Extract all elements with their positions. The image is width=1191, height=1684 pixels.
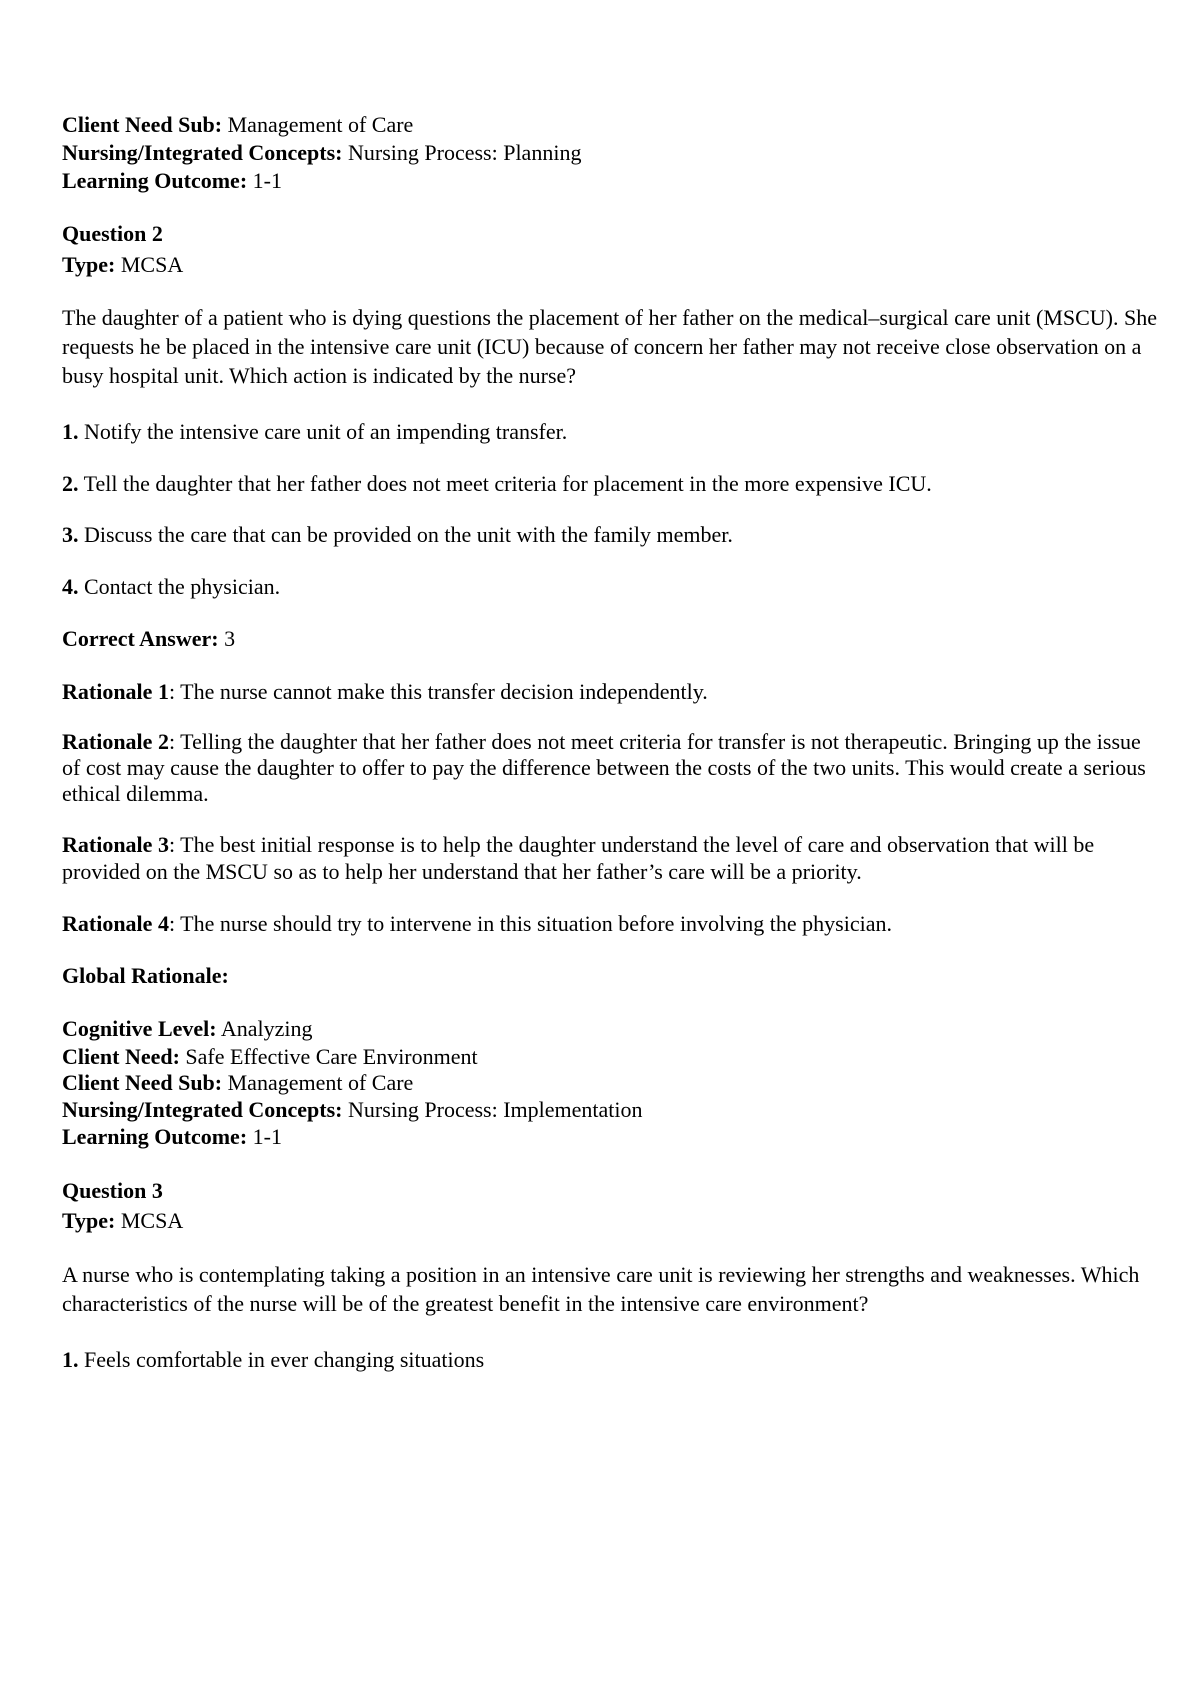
cognitive-level-line: Cognitive Level: Analyzing (62, 1016, 313, 1041)
question-heading: Question 2 (62, 221, 163, 246)
nursing-concepts-line: Nursing/Integrated Concepts: Nursing Process: Planning (62, 140, 582, 165)
client-need-sub-line: Client Need Sub: Management of Care (62, 112, 414, 137)
rationale-paragraph: Rationale 3: The best initial response is to help the daughter understand the level of care and observation that will be provided on the MSCU so as to help her understand that her father’s care will be a priority. (62, 832, 1095, 884)
question-type-line: Type: MCSA (62, 252, 184, 277)
client-need-line: Client Need: Safe Effective Care Environment (62, 1044, 478, 1069)
question-type-line: Type: MCSA (62, 1208, 184, 1233)
rationale-paragraph: Rationale 1: The nurse cannot make this transfer decision independently. (62, 679, 708, 704)
answer-option: 3. Discuss the care that can be provided on the unit with the family member. (62, 522, 733, 547)
rationale-paragraph: Rationale 4: The nurse should try to intervene in this situation before involving the physician. (62, 911, 892, 936)
answer-option: 2. Tell the daughter that her father does not meet criteria for placement in the more expensive ICU. (62, 471, 932, 496)
correct-answer-line: Correct Answer: 3 (62, 626, 236, 651)
rationale-paragraph: Rationale 2: Telling the daughter that her father does not meet criteria for transfer is not therapeutic. Bringing up the issue of cost may cause the daughter to offer to pay the difference between the costs of the two units. This would create a serious ethical dilemma. (62, 729, 1146, 806)
answer-option: 4. Contact the physician. (62, 574, 281, 599)
learning-outcome-line: Learning Outcome: 1-1 (62, 1124, 282, 1149)
client-need-sub-line: Client Need Sub: Management of Care (62, 1070, 414, 1095)
global-rationale-heading: Global Rationale: (62, 963, 229, 988)
learning-outcome-line: Learning Outcome: 1-1 (62, 168, 282, 193)
answer-option: 1. Notify the intensive care unit of an impending transfer. (62, 419, 568, 444)
question-stem: A nurse who is contemplating taking a position in an intensive care unit is reviewing her strengths and weaknesses. Which characteristics of the nurse will be of the greatest benefit in the intensive care environment? (62, 1262, 1140, 1316)
question-stem: The daughter of a patient who is dying questions the placement of her father on the medical–surgical care unit (MSCU). She requests he be placed in the intensive care unit (ICU) because of concern her father may not receive close observation on a busy hospital unit. Which action is indicated by the nurse? (62, 305, 1158, 388)
answer-option: 1. Feels comfortable in ever changing situations (62, 1347, 485, 1372)
nursing-concepts-line: Nursing/Integrated Concepts: Nursing Process: Implementation (62, 1097, 643, 1122)
question-heading: Question 3 (62, 1178, 163, 1203)
